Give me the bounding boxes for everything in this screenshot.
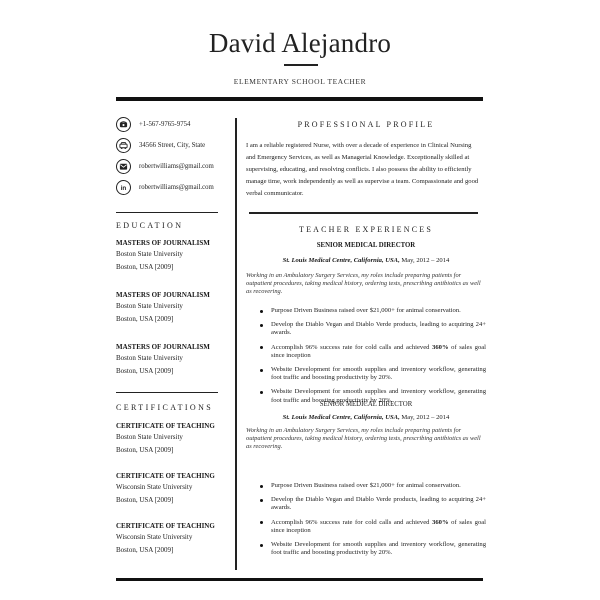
highlight-value: 360% (432, 343, 449, 351)
place: Boston, USA [2009] (116, 546, 174, 554)
place: Boston, USA [2009] (116, 263, 174, 271)
candidate-name: David Alejandro (208, 28, 392, 58)
contact-phone (116, 114, 226, 135)
address-text: 34566 Street, City, State (139, 142, 206, 149)
list-item: Website Development for smooth supplies and inventory workflow, generating foot traffic and boosting productivity by 20%. (258, 388, 486, 404)
job-dates: May, 2012 – 2014 (399, 414, 450, 421)
phone-icon (116, 117, 131, 132)
certification-item (116, 421, 231, 457)
education-item (116, 342, 231, 378)
highlight-value: 360% (432, 518, 449, 526)
place: Boston, USA [2009] (116, 315, 174, 323)
place: Boston, USA [2009] (116, 367, 174, 375)
certificate-name: CERTIFICATE OF TEACHING (116, 522, 215, 530)
list-item: Develop the Diablo Vegan and Diablo Verde products, leading to acquiring 24+ awards. (258, 496, 486, 512)
contact-list (116, 114, 226, 198)
location-icon (116, 138, 131, 153)
list-item: Develop the Diablo Vegan and Diablo Verde products, leading to acquiring 24+ awards. (258, 321, 486, 337)
degree: MASTERS OF JOURNALISM (116, 343, 210, 351)
certification-item (116, 521, 231, 557)
school: Boston State University (116, 354, 183, 362)
achievement-list (258, 307, 486, 405)
achievement-list (258, 482, 486, 557)
certification-item (116, 471, 231, 507)
email-text[interactable]: robertwilliams@gmail.com (139, 163, 214, 170)
email-icon (116, 159, 131, 174)
job-dates: May, 2012 – 2014 (399, 257, 450, 264)
contact-linkedin (116, 177, 226, 198)
profile-text: I am a reliable registered Nurse, with over a decade of experience in Clinical Nursing and Emergency Services, as well as Managerial Knowledge. Exceptionally skilled at supervising, educating, and resolving conflicts. I also possess the ability to efficiently manage time, work independently as well as supervise a team. Compassionate and good verbal communicator. (246, 142, 479, 197)
bottom-divider (116, 578, 483, 581)
phone-text: +1-567-9765-9754 (139, 121, 191, 128)
place: Boston, USA [2009] (116, 446, 174, 454)
school: Boston State University (116, 302, 183, 310)
list-item: Accomplish 96% success rate for cold calls and achieved 360% of sales goal since inception (258, 344, 486, 360)
linkedin-icon (116, 180, 131, 195)
job-company-dates (246, 414, 486, 421)
certifications-top-rule (116, 392, 218, 393)
list-item: Website Development for smooth supplies and inventory workflow, generating foot traffic and boosting productivity by 20%. (258, 541, 486, 557)
degree: MASTERS OF JOURNALISM (116, 291, 210, 299)
top-divider (116, 97, 483, 101)
job-description: Working in an Ambulatory Surgery Services, my roles include preparing patients for outpatient procedures, taking medical history, ordering tests, prescribing antibiotics as well as recovering. (246, 427, 481, 451)
certificate-name: CERTIFICATE OF TEACHING (116, 472, 215, 480)
name-underline (284, 64, 318, 66)
list-item: Website Development for smooth supplies and inventory workflow, generating foot traffic and boosting productivity by 20%. (258, 366, 486, 382)
contact-email (116, 156, 226, 177)
profile-divider (249, 212, 478, 214)
list-item: Accomplish 96% success rate for cold calls and achieved 360% of sales goal since inception (258, 519, 486, 535)
education-item (116, 238, 231, 274)
degree: MASTERS OF JOURNALISM (116, 239, 210, 247)
job-company: St. Louis Medical Centre, California, USA, (282, 414, 400, 421)
job-description: Working in an Ambulatory Surgery Services, my roles include preparing patients for outpatient procedures, taking medical history, ordering tests, prescribing antibiotics as well as recovering. (246, 272, 481, 296)
svg-text:in: in (120, 184, 127, 192)
place: Boston, USA [2009] (116, 496, 174, 504)
certifications-heading: CERTIFICATIONS (116, 403, 214, 412)
column-divider (235, 118, 237, 570)
education-top-rule (116, 212, 218, 213)
job-title: ELEMENTARY SCHOOL TEACHER (233, 77, 367, 86)
profile-heading: PROFESSIONAL PROFILE (297, 120, 435, 129)
list-item: Purpose Driven Business raised over $21,000+ for animal conservation. (258, 482, 486, 490)
job-position: SENIOR MEDICAL DIRECTOR (319, 401, 413, 408)
certificate-name: CERTIFICATE OF TEACHING (116, 422, 215, 430)
job-position: SENIOR MEDICAL DIRECTOR (316, 242, 416, 249)
school: Wisconsin State University (116, 483, 193, 491)
experience-heading: TEACHER EXPERIENCES (298, 225, 434, 234)
education-heading: EDUCATION (116, 221, 184, 230)
list-item: Purpose Driven Business raised over $21,000+ for animal conservation. (258, 307, 486, 315)
school: Boston State University (116, 433, 183, 441)
job-company: St. Louis Medical Centre, California, USA, (282, 257, 400, 264)
school: Boston State University (116, 250, 183, 258)
job-company-dates (246, 257, 486, 264)
contact-address (116, 135, 226, 156)
education-item (116, 290, 231, 326)
school: Wisconsin State University (116, 533, 193, 541)
linkedin-text[interactable]: robertwilliams@gmail.com (139, 184, 214, 191)
